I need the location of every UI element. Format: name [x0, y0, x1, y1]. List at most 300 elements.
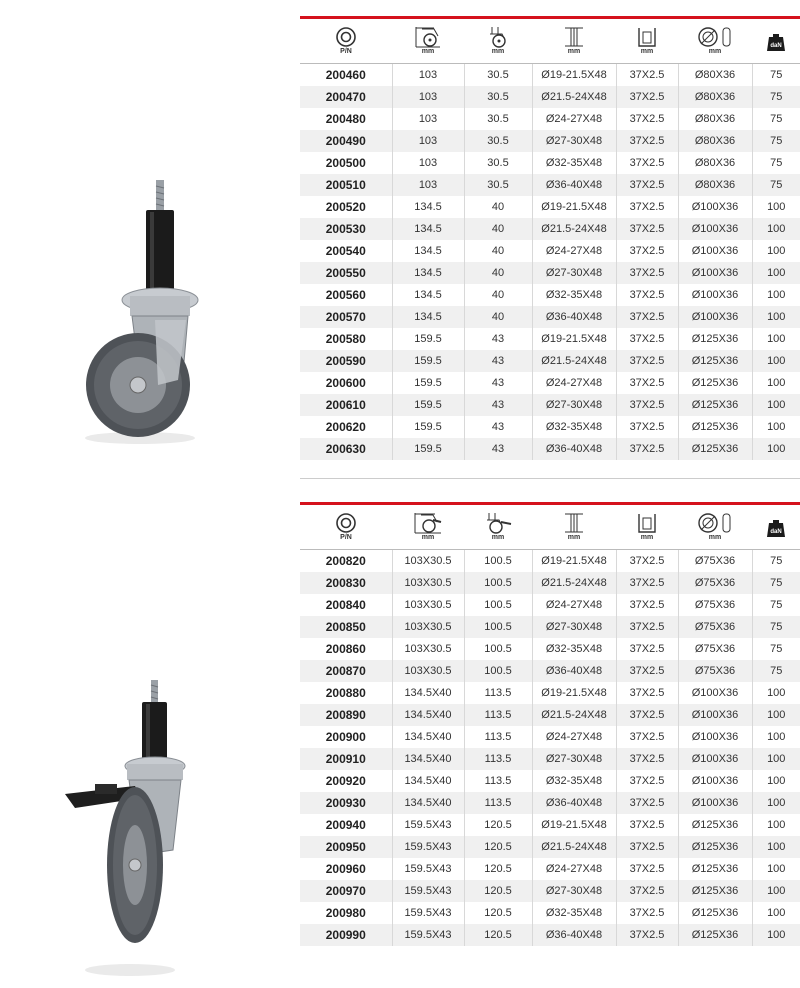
- cell-part-number: 200620: [300, 416, 392, 438]
- cell-wheel: Ø125X36: [678, 836, 752, 858]
- cell-tube: 37X2.5: [616, 638, 678, 660]
- cell-wheel: Ø125X36: [678, 924, 752, 946]
- cell-wheel: Ø100X36: [678, 682, 752, 704]
- cell-wheel: Ø125X36: [678, 328, 752, 350]
- cell-load: 75: [752, 572, 800, 594]
- cell-height: 103X30.5: [392, 594, 464, 616]
- cell-load: 75: [752, 616, 800, 638]
- cell-load: 75: [770, 69, 783, 81]
- cell-part-number: 200460: [300, 64, 392, 87]
- cell-offset: 40: [464, 196, 532, 218]
- cell-height: 134.5: [392, 284, 464, 306]
- cell-stem: Ø24-27X48: [532, 726, 616, 748]
- cell-height: 134.5: [392, 306, 464, 328]
- cell-offset: 30.5: [464, 86, 532, 108]
- cell-offset: 100.5: [464, 572, 532, 594]
- cell-load: 100: [752, 792, 800, 814]
- cell-height: 134.5: [392, 240, 464, 262]
- cell-offset: 100.5: [464, 638, 532, 660]
- offset-icon: [486, 26, 510, 48]
- table-row: [300, 152, 800, 174]
- cell-stem: Ø32-35X48: [532, 416, 616, 438]
- offset-icon: [483, 512, 513, 534]
- table-header: [300, 505, 800, 550]
- cell-offset: 30.5: [464, 64, 532, 87]
- cell-part-number: 200520: [300, 196, 392, 218]
- cell-offset: 43: [464, 328, 532, 350]
- cell-height: 103: [392, 130, 464, 152]
- cell-wheel: Ø80X36: [678, 130, 752, 152]
- table-row: [300, 704, 800, 726]
- product-section-2: [0, 490, 800, 988]
- cell-tube: 37X2.5: [616, 284, 678, 306]
- cell-stem: Ø19-21.5X48: [532, 682, 616, 704]
- table-row: [300, 64, 800, 87]
- cell-part-number: 200880: [300, 682, 392, 704]
- table-row: [300, 240, 800, 262]
- cell-offset: 100.5: [464, 550, 532, 573]
- tube-insert-icon: [636, 512, 658, 534]
- cell-load: 100: [767, 201, 786, 213]
- cell-tube: 37X2.5: [616, 218, 678, 240]
- header-pn: [300, 505, 392, 550]
- table-header: [300, 19, 800, 64]
- cell-tube: 37X2.5: [616, 616, 678, 638]
- cell-load: 75: [770, 113, 783, 125]
- cell-part-number: 200490: [300, 130, 392, 152]
- cell-tube: 37X2.5: [616, 152, 678, 174]
- cell-offset: 120.5: [464, 902, 532, 924]
- cell-height: 134.5X40: [392, 726, 464, 748]
- table-row: [300, 306, 800, 328]
- cell-load: 100: [752, 262, 800, 284]
- cell-tube: 37X2.5: [616, 416, 678, 438]
- header-load: [752, 19, 800, 64]
- table-row: [300, 108, 800, 130]
- cell-offset: 120.5: [464, 814, 532, 836]
- product-section-1: [0, 0, 800, 480]
- cell-wheel: Ø80X36: [678, 152, 752, 174]
- spec-table-2: [300, 502, 800, 946]
- cell-wheel: Ø100X36: [678, 770, 752, 792]
- cell-load: 75: [752, 174, 800, 196]
- table-row: [300, 770, 800, 792]
- cell-load: 100: [752, 704, 800, 726]
- cell-wheel: Ø125X36: [678, 416, 752, 438]
- cell-stem: Ø32-35X48: [532, 284, 616, 306]
- cell-stem: Ø24-27X48: [532, 372, 616, 394]
- wheel-diameter-icon: [697, 512, 733, 534]
- cell-part-number: 200830: [300, 572, 392, 594]
- cell-wheel: Ø100X36: [678, 704, 752, 726]
- cell-tube: 37X2.5: [616, 262, 678, 284]
- table-row: [300, 814, 800, 836]
- cell-tube: 37X2.5: [616, 306, 678, 328]
- cell-wheel: Ø80X36: [678, 174, 752, 196]
- cell-stem: Ø27-30X48: [532, 748, 616, 770]
- table-row: [300, 284, 800, 306]
- cell-wheel: Ø100X36: [678, 726, 752, 748]
- cell-offset: 43: [464, 350, 532, 372]
- cell-height: 103X30.5: [392, 550, 464, 573]
- cell-height: 159.5X43: [392, 924, 464, 946]
- table-row: [300, 682, 800, 704]
- cell-tube: 37X2.5: [616, 792, 678, 814]
- cell-tube: 37X2.5: [616, 64, 678, 87]
- cell-load: 100: [752, 438, 800, 460]
- cell-wheel: Ø80X36: [678, 108, 752, 130]
- cell-offset: 40: [464, 240, 532, 262]
- cell-part-number: 200510: [300, 174, 392, 196]
- cell-stem: Ø32-35X48: [532, 770, 616, 792]
- cell-stem: Ø36-40X48: [532, 792, 616, 814]
- header-pn: [300, 19, 392, 64]
- cell-load: 100: [767, 245, 786, 257]
- cell-offset: 120.5: [464, 858, 532, 880]
- cell-tube: 37X2.5: [616, 86, 678, 108]
- cell-part-number: 200580: [300, 328, 392, 350]
- cell-part-number: 200920: [300, 770, 392, 792]
- cell-stem: Ø24-27X48: [532, 858, 616, 880]
- cell-tube: 37X2.5: [616, 814, 678, 836]
- table-row: [300, 748, 800, 770]
- fixed-caster-image: [70, 180, 250, 450]
- table-body-2: [300, 550, 800, 947]
- table-row: [300, 350, 800, 372]
- header-offset-unit: mm: [491, 534, 505, 541]
- wheel-height-icon: [414, 26, 442, 48]
- cell-stem: Ø21.5-24X48: [532, 86, 616, 108]
- cell-stem: Ø19-21.5X48: [532, 64, 616, 87]
- cell-height: 159.5X43: [392, 880, 464, 902]
- washer-icon: [335, 26, 357, 48]
- cell-wheel: Ø125X36: [678, 372, 752, 394]
- cell-offset: 30.5: [464, 130, 532, 152]
- cell-height: 103: [392, 86, 464, 108]
- header-tube-unit: mm: [640, 48, 654, 55]
- cell-wheel: Ø80X36: [678, 86, 752, 108]
- cell-offset: 30.5: [464, 152, 532, 174]
- cell-wheel: Ø75X36: [678, 594, 752, 616]
- table-row: [300, 550, 800, 573]
- cell-load: 75: [752, 660, 800, 682]
- cell-offset: 43: [464, 394, 532, 416]
- table-row: [300, 638, 800, 660]
- header-height-unit: mm: [421, 534, 435, 541]
- cell-part-number: 200550: [300, 262, 392, 284]
- cell-offset: 113.5: [464, 682, 532, 704]
- cell-height: 103X30.5: [392, 638, 464, 660]
- header-offset: [464, 19, 532, 64]
- cell-load: 100: [752, 218, 800, 240]
- weight-icon: [765, 516, 787, 538]
- cell-offset: 43: [464, 416, 532, 438]
- cell-tube: 37X2.5: [616, 748, 678, 770]
- cell-tube: 37X2.5: [616, 726, 678, 748]
- cell-height: 134.5X40: [392, 704, 464, 726]
- cell-wheel: Ø125X36: [678, 438, 752, 460]
- cell-tube: 37X2.5: [616, 704, 678, 726]
- table-row: [300, 130, 800, 152]
- cell-part-number: 200900: [300, 726, 392, 748]
- cell-offset: 100.5: [464, 660, 532, 682]
- table-row: [300, 328, 800, 350]
- cell-load: 100: [752, 924, 800, 946]
- cell-stem: Ø21.5-24X48: [532, 836, 616, 858]
- table-row: [300, 196, 800, 218]
- cell-stem: Ø19-21.5X48: [532, 814, 616, 836]
- cell-height: 103: [392, 174, 464, 196]
- table-row: [300, 174, 800, 196]
- cell-tube: 37X2.5: [616, 328, 678, 350]
- table-row: [300, 836, 800, 858]
- cell-offset: 120.5: [464, 836, 532, 858]
- cell-offset: 113.5: [464, 748, 532, 770]
- cell-part-number: 200530: [300, 218, 392, 240]
- cell-height: 159.5: [392, 394, 464, 416]
- cell-load: 100: [767, 333, 786, 345]
- cell-stem: Ø24-27X48: [532, 108, 616, 130]
- cell-stem: Ø36-40X48: [532, 924, 616, 946]
- cell-wheel: Ø125X36: [678, 394, 752, 416]
- cell-height: 134.5X40: [392, 770, 464, 792]
- cell-wheel: Ø100X36: [678, 792, 752, 814]
- cell-part-number: 200870: [300, 660, 392, 682]
- table-row: [300, 792, 800, 814]
- cell-height: 103: [392, 64, 464, 87]
- cell-height: 159.5: [392, 416, 464, 438]
- header-stem-unit: mm: [567, 48, 581, 55]
- cell-wheel: Ø75X36: [678, 660, 752, 682]
- cell-load: 100: [767, 731, 786, 743]
- cell-offset: 113.5: [464, 770, 532, 792]
- table-row: [300, 616, 800, 638]
- cell-part-number: 200500: [300, 152, 392, 174]
- cell-part-number: 200970: [300, 880, 392, 902]
- header-height: [392, 19, 464, 64]
- cell-offset: 30.5: [464, 174, 532, 196]
- header-wheel: [678, 19, 752, 64]
- cell-height: 159.5: [392, 372, 464, 394]
- cell-tube: 37X2.5: [616, 550, 678, 573]
- cell-height: 134.5: [392, 196, 464, 218]
- cell-offset: 113.5: [464, 726, 532, 748]
- cell-part-number: 200930: [300, 792, 392, 814]
- cell-offset: 43: [464, 372, 532, 394]
- cell-load: 75: [770, 643, 783, 655]
- cell-tube: 37X2.5: [616, 174, 678, 196]
- cell-offset: 40: [464, 262, 532, 284]
- washer-icon: [335, 512, 357, 534]
- cell-offset: 100.5: [464, 594, 532, 616]
- cell-height: 134.5X40: [392, 792, 464, 814]
- cell-stem: Ø36-40X48: [532, 660, 616, 682]
- cell-height: 134.5: [392, 218, 464, 240]
- cell-stem: Ø36-40X48: [532, 306, 616, 328]
- cell-load: 100: [767, 907, 786, 919]
- cell-offset: 40: [464, 218, 532, 240]
- cell-stem: Ø27-30X48: [532, 394, 616, 416]
- cell-offset: 120.5: [464, 924, 532, 946]
- header-wheel: [678, 505, 752, 550]
- cell-wheel: Ø75X36: [678, 572, 752, 594]
- cell-wheel: Ø125X36: [678, 814, 752, 836]
- cell-wheel: Ø100X36: [678, 218, 752, 240]
- cell-load: 100: [752, 748, 800, 770]
- cell-offset: 30.5: [464, 108, 532, 130]
- cell-tube: 37X2.5: [616, 924, 678, 946]
- table-body-1: [300, 64, 800, 461]
- header-wheel-unit: mm: [708, 534, 722, 541]
- cell-height: 103X30.5: [392, 572, 464, 594]
- table-row: [300, 726, 800, 748]
- header-stem: [532, 19, 616, 64]
- cell-part-number: 200610: [300, 394, 392, 416]
- svg-text:daN: daN: [770, 529, 782, 535]
- cell-part-number: 200980: [300, 902, 392, 924]
- cell-wheel: Ø125X36: [678, 350, 752, 372]
- cell-stem: Ø21.5-24X48: [532, 350, 616, 372]
- table-row: [300, 924, 800, 946]
- cell-load: 100: [767, 421, 786, 433]
- cell-height: 159.5: [392, 328, 464, 350]
- cell-stem: Ø32-35X48: [532, 638, 616, 660]
- cell-wheel: Ø100X36: [678, 196, 752, 218]
- stem-profile-icon: [561, 512, 587, 534]
- header-wheel-unit: mm: [708, 48, 722, 55]
- cell-load: 75: [752, 130, 800, 152]
- table-row: [300, 438, 800, 460]
- svg-text:daN: daN: [770, 43, 782, 49]
- cell-stem: Ø24-27X48: [532, 240, 616, 262]
- cell-part-number: 200560: [300, 284, 392, 306]
- cell-stem: Ø27-30X48: [532, 262, 616, 284]
- cell-stem: Ø19-21.5X48: [532, 196, 616, 218]
- cell-wheel: Ø125X36: [678, 858, 752, 880]
- cell-height: 103X30.5: [392, 616, 464, 638]
- cell-offset: 113.5: [464, 792, 532, 814]
- cell-wheel: Ø100X36: [678, 240, 752, 262]
- cell-tube: 37X2.5: [616, 594, 678, 616]
- cell-load: 100: [767, 687, 786, 699]
- cell-height: 159.5X43: [392, 836, 464, 858]
- tube-insert-icon: [636, 26, 658, 48]
- cell-part-number: 200470: [300, 86, 392, 108]
- cell-part-number: 200540: [300, 240, 392, 262]
- cell-stem: Ø27-30X48: [532, 130, 616, 152]
- cell-stem: Ø27-30X48: [532, 616, 616, 638]
- cell-load: 100: [767, 819, 786, 831]
- header-offset-unit: mm: [491, 48, 505, 55]
- cell-part-number: 200600: [300, 372, 392, 394]
- cell-load: 100: [767, 775, 786, 787]
- header-height: [392, 505, 464, 550]
- cell-part-number: 200820: [300, 550, 392, 573]
- cell-part-number: 200630: [300, 438, 392, 460]
- cell-offset: 40: [464, 306, 532, 328]
- cell-height: 103: [392, 108, 464, 130]
- cell-tube: 37X2.5: [616, 682, 678, 704]
- cell-tube: 37X2.5: [616, 438, 678, 460]
- table-row: [300, 880, 800, 902]
- table-row: [300, 416, 800, 438]
- cell-part-number: 200480: [300, 108, 392, 130]
- cell-tube: 37X2.5: [616, 836, 678, 858]
- cell-tube: 37X2.5: [616, 660, 678, 682]
- cell-stem: Ø32-35X48: [532, 902, 616, 924]
- cell-wheel: Ø75X36: [678, 638, 752, 660]
- cell-stem: Ø24-27X48: [532, 594, 616, 616]
- header-tube: [616, 19, 678, 64]
- cell-height: 159.5X43: [392, 858, 464, 880]
- cell-stem: Ø21.5-24X48: [532, 704, 616, 726]
- cell-tube: 37X2.5: [616, 108, 678, 130]
- cell-load: 100: [752, 306, 800, 328]
- cell-wheel: Ø100X36: [678, 748, 752, 770]
- cell-stem: Ø32-35X48: [532, 152, 616, 174]
- cell-part-number: 200890: [300, 704, 392, 726]
- weight-icon: [765, 30, 787, 52]
- table-row: [300, 372, 800, 394]
- cell-load: 75: [770, 157, 783, 169]
- table-row: [300, 902, 800, 924]
- cell-tube: 37X2.5: [616, 240, 678, 262]
- cell-load: 75: [770, 555, 783, 567]
- cell-offset: 113.5: [464, 704, 532, 726]
- wheel-height-icon: [413, 512, 443, 534]
- table-row: [300, 86, 800, 108]
- cell-wheel: Ø75X36: [678, 616, 752, 638]
- cell-stem: Ø19-21.5X48: [532, 550, 616, 573]
- table-row: [300, 262, 800, 284]
- cell-height: 103X30.5: [392, 660, 464, 682]
- cell-part-number: 200940: [300, 814, 392, 836]
- cell-offset: 43: [464, 438, 532, 460]
- cell-tube: 37X2.5: [616, 572, 678, 594]
- table-row: [300, 394, 800, 416]
- cell-stem: Ø21.5-24X48: [532, 572, 616, 594]
- cell-offset: 120.5: [464, 880, 532, 902]
- cell-load: 100: [767, 377, 786, 389]
- cell-wheel: Ø80X36: [678, 64, 752, 87]
- cell-part-number: 200990: [300, 924, 392, 946]
- header-pn-label: P/N: [340, 48, 352, 55]
- braked-caster-image: [55, 680, 235, 980]
- cell-tube: 37X2.5: [616, 394, 678, 416]
- cell-height: 159.5: [392, 438, 464, 460]
- cell-load: 100: [767, 289, 786, 301]
- table-row: [300, 594, 800, 616]
- cell-wheel: Ø125X36: [678, 880, 752, 902]
- cell-stem: Ø27-30X48: [532, 880, 616, 902]
- cell-wheel: Ø100X36: [678, 284, 752, 306]
- cell-load: 75: [752, 86, 800, 108]
- cell-tube: 37X2.5: [616, 196, 678, 218]
- cell-height: 134.5X40: [392, 682, 464, 704]
- cell-tube: 37X2.5: [616, 770, 678, 792]
- cell-height: 159.5X43: [392, 902, 464, 924]
- cell-part-number: 200860: [300, 638, 392, 660]
- cell-stem: Ø36-40X48: [532, 174, 616, 196]
- table-row: [300, 660, 800, 682]
- table-row: [300, 858, 800, 880]
- cell-height: 103: [392, 152, 464, 174]
- header-tube-unit: mm: [640, 534, 654, 541]
- cell-part-number: 200570: [300, 306, 392, 328]
- header-pn-label: P/N: [340, 534, 352, 541]
- cell-tube: 37X2.5: [616, 350, 678, 372]
- stem-profile-icon: [561, 26, 587, 48]
